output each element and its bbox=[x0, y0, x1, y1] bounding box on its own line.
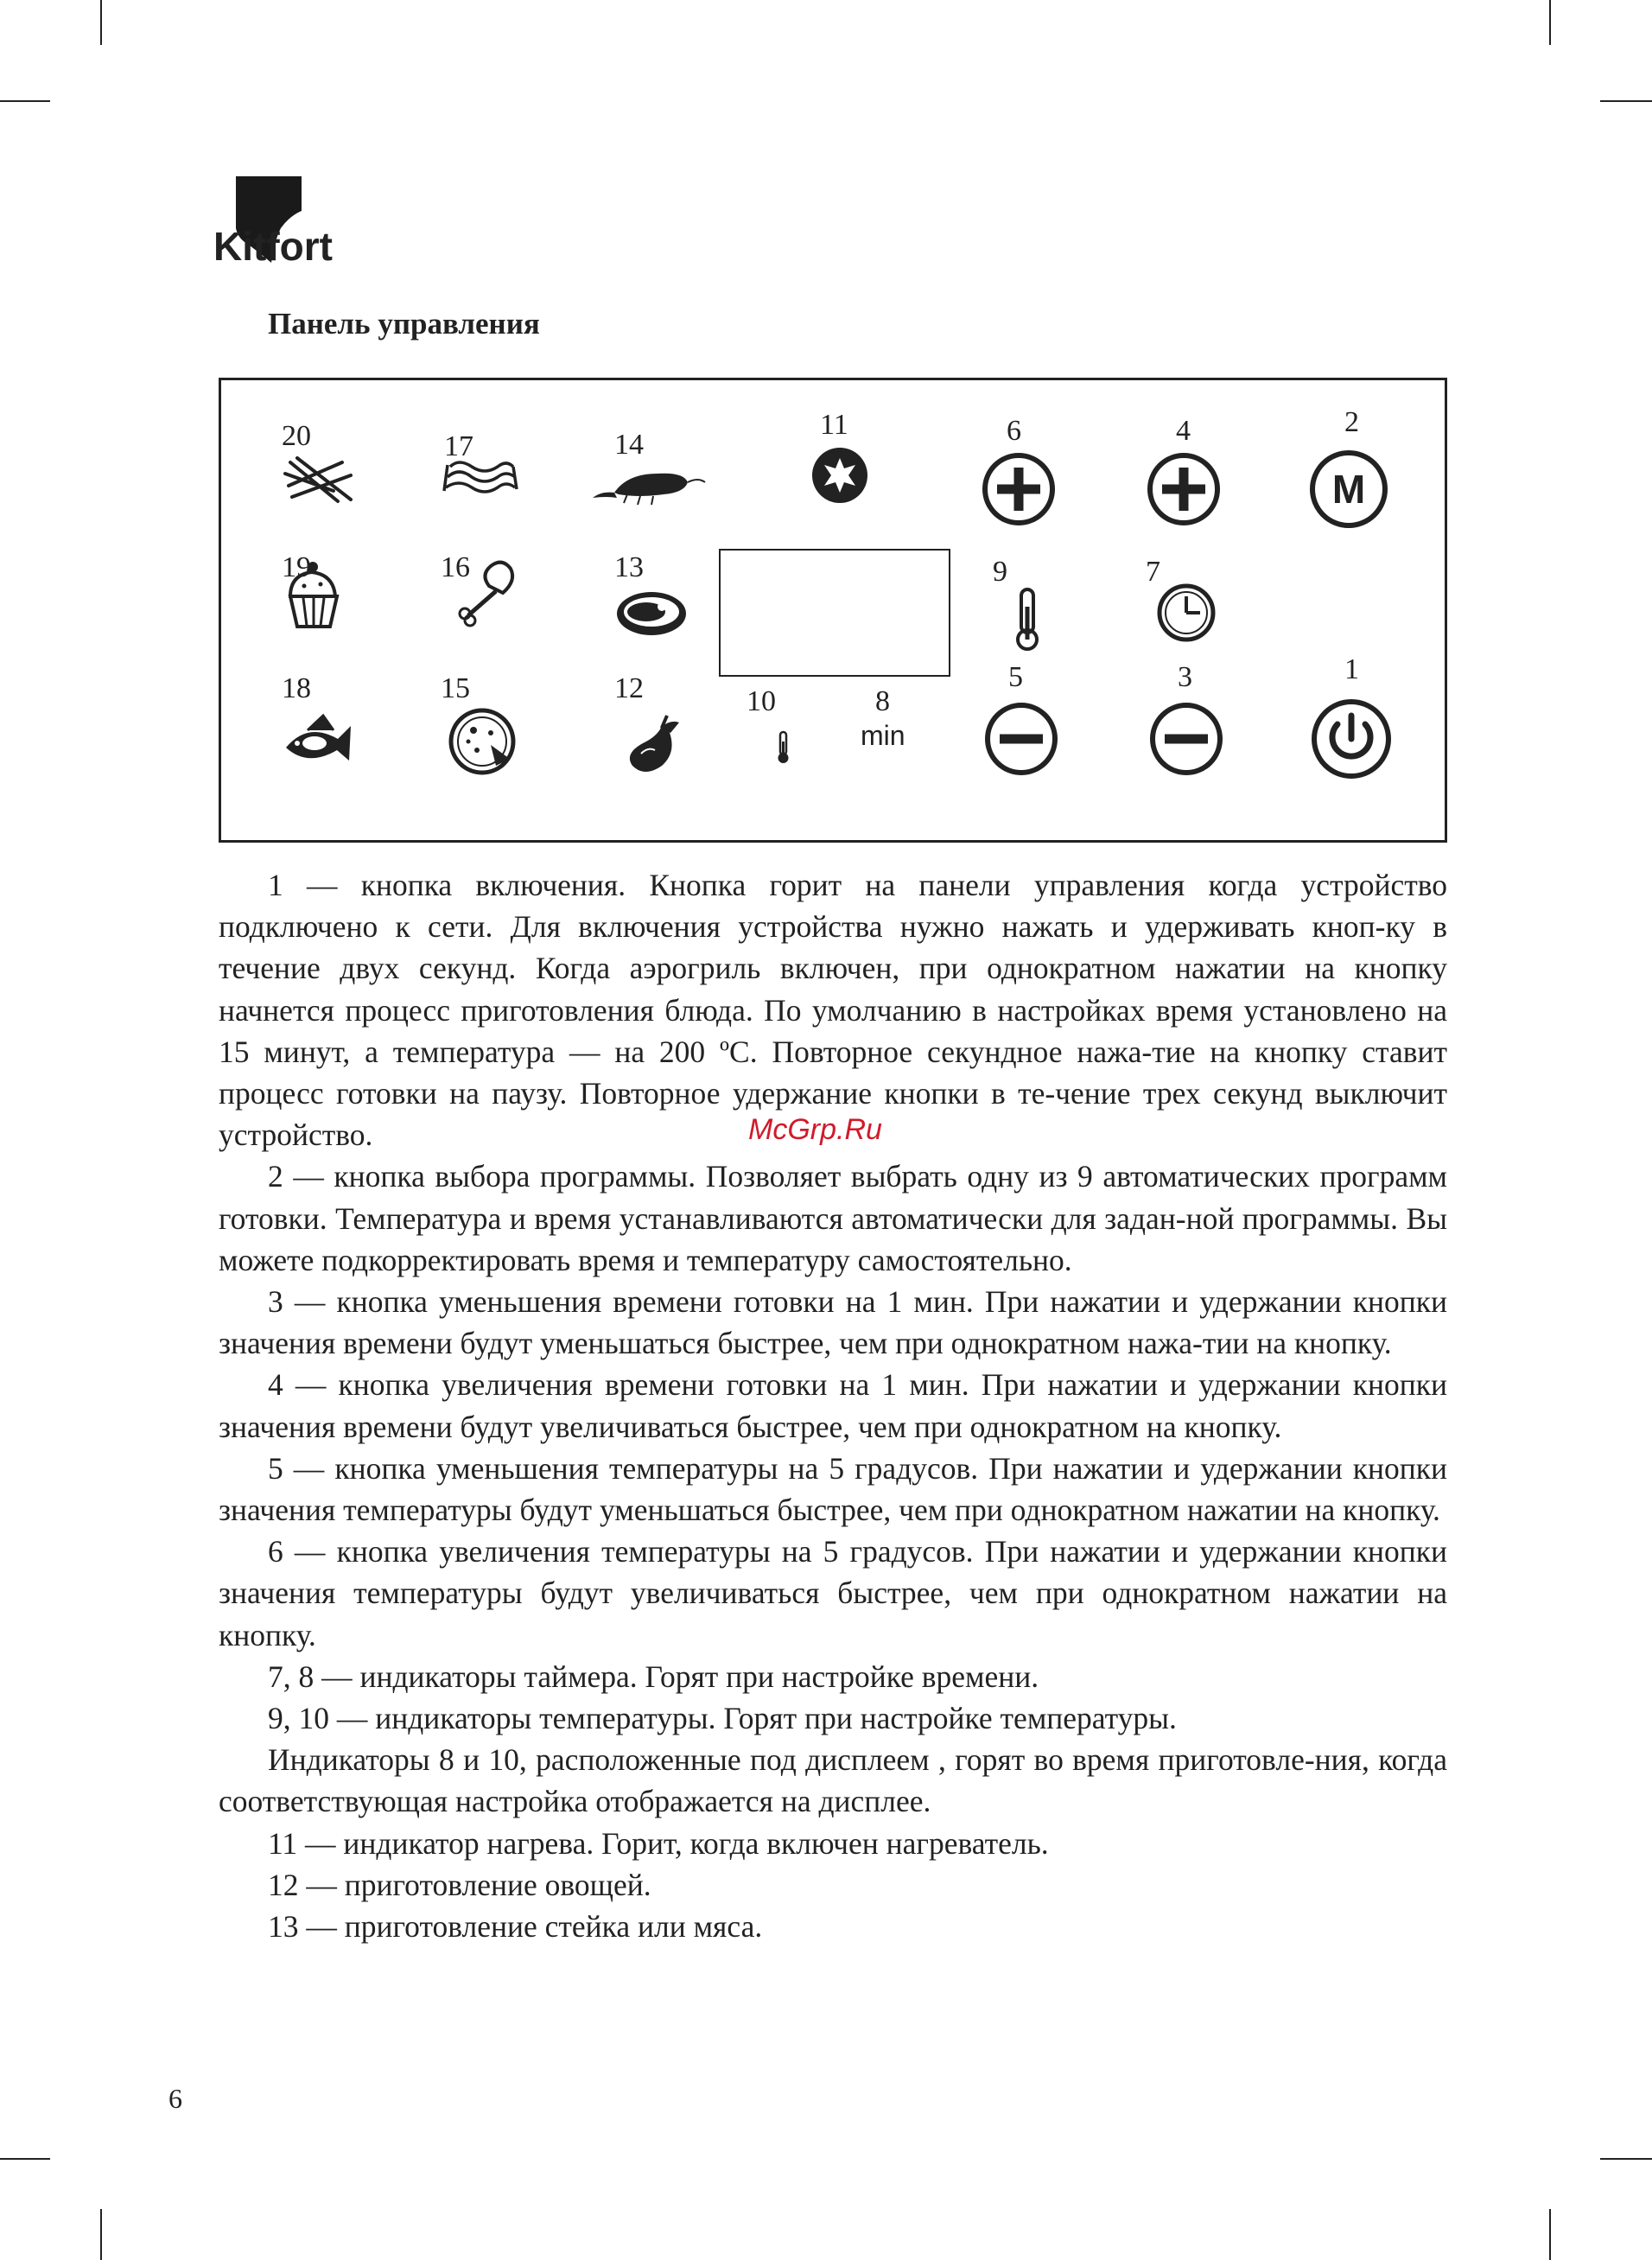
label-1: 1 bbox=[1344, 653, 1359, 685]
paragraph: 2 — кнопка выбора программы. Позволяет выбрать одну из 9 автоматических программ готовки. Температура и время устанавливаются автоматически для задан-ной программы. Вы можете подкорректировать время и температуру самостоятельно. bbox=[219, 1159, 1447, 1277]
crop-mark bbox=[0, 2158, 50, 2160]
paragraph: 13 — приготовление стейка или мяса. bbox=[268, 1909, 763, 1945]
watermark: McGrp.Ru bbox=[748, 1113, 882, 1146]
display-screen bbox=[719, 549, 950, 677]
pizza-icon bbox=[451, 710, 513, 773]
label-10: 10 bbox=[747, 685, 776, 717]
paragraph: 12 — приготовление овощей. bbox=[268, 1867, 651, 1902]
page-number: 6 bbox=[168, 2083, 182, 2114]
label-2: 2 bbox=[1344, 406, 1359, 438]
label-13: 13 bbox=[614, 551, 644, 583]
heater-indicator-icon bbox=[812, 448, 867, 503]
label-16: 16 bbox=[441, 551, 470, 583]
label-11: 11 bbox=[820, 409, 848, 441]
clock-icon bbox=[1160, 586, 1213, 640]
fish-icon bbox=[286, 716, 351, 761]
paragraph: 1 — кнопка включения. Кнопка горит на панели управления когда устройство подключено к сети. Для включения устройства нужно нажать и удерживать кноп-ку в течение двух секунд. Когда аэрогриль включен, при однократном нажатии на кнопку начнется процесс приготовления блюда. По умолчанию в настройках время установлено на 15 минут, а температура — на 200 ºC. Повторное секундное нажа-тие на кнопку ставит процесс готовки на паузу. Повторное удержание кнопки в те-чение трех секунд выключит устройство. bbox=[219, 868, 1447, 1153]
label-19: 19 bbox=[282, 551, 311, 583]
crop-mark bbox=[1600, 2158, 1652, 2160]
crop-mark bbox=[1549, 2209, 1551, 2260]
bacon-icon bbox=[444, 462, 517, 492]
label-14: 14 bbox=[614, 429, 644, 461]
crop-mark bbox=[0, 100, 50, 102]
label-8: 8 bbox=[875, 685, 890, 717]
small-thermometer-icon bbox=[778, 732, 789, 763]
label-5: 5 bbox=[1008, 661, 1023, 693]
section-title: Панель управления bbox=[268, 307, 540, 341]
time-plus-button[interactable] bbox=[1150, 455, 1217, 523]
m-button-letter: M bbox=[1331, 467, 1366, 512]
thermometer-icon bbox=[1018, 589, 1037, 649]
crop-mark bbox=[1600, 100, 1652, 102]
temperature-plus-button[interactable] bbox=[985, 455, 1052, 523]
paragraph: 4 — кнопка увеличения времени готовки на 1 мин. При нажатии и удержании кнопки значения времени будут увеличиваться быстрее, чем при однократном на кнопку. bbox=[219, 1367, 1447, 1444]
power-button[interactable] bbox=[1314, 702, 1388, 776]
steak-icon bbox=[617, 592, 686, 635]
label-15: 15 bbox=[441, 672, 470, 704]
paragraph: 11 — индикатор нагрева. Горит, когда включен нагреватель. bbox=[268, 1825, 1049, 1861]
label-20: 20 bbox=[282, 420, 311, 452]
fries-icon bbox=[285, 458, 351, 501]
paragraph: Индикаторы 8 и 10, расположенные под дисплеем , горят во время приготовле-ния, когда соответствующая настройка отображается на дисплее. bbox=[219, 1742, 1447, 1819]
label-7: 7 bbox=[1146, 556, 1160, 588]
label-3: 3 bbox=[1178, 661, 1192, 693]
crop-mark bbox=[1549, 0, 1551, 45]
paragraph: 7, 8 — индикаторы таймера. Горят при настройке времени. bbox=[268, 1658, 1039, 1694]
time-minus-button[interactable] bbox=[1153, 705, 1220, 773]
label-17: 17 bbox=[444, 430, 473, 462]
eggplant-icon bbox=[630, 716, 679, 772]
min-label: min bbox=[861, 720, 905, 751]
crop-mark bbox=[100, 2209, 102, 2260]
body-text bbox=[219, 864, 1447, 1947]
crop-mark bbox=[100, 0, 102, 45]
label-4: 4 bbox=[1176, 415, 1191, 447]
temperature-minus-button[interactable] bbox=[988, 705, 1055, 773]
paragraph: 6 — кнопка увеличения температуры на 5 градусов. При нажатии и удержании кнопки значения температуры будут увеличиваться быстрее, чем при однократном нажатии на кнопку. bbox=[219, 1534, 1447, 1652]
label-9: 9 bbox=[993, 556, 1007, 588]
shrimp-icon bbox=[593, 474, 705, 505]
paragraph: 9, 10 — индикаторы температуры. Горят при настройке температуры. bbox=[268, 1701, 1177, 1736]
control-panel-diagram bbox=[219, 378, 1447, 843]
brand-name: Kitfort bbox=[213, 224, 333, 269]
label-12: 12 bbox=[614, 672, 644, 704]
label-18: 18 bbox=[282, 672, 311, 704]
paragraph: 3 — кнопка уменьшения времени готовки на 1 мин. При нажатии и удержании кнопки значения времени будут уменьшаться быстрее, чем при однократном нажа-тии на кнопку. bbox=[219, 1284, 1447, 1361]
label-6: 6 bbox=[1007, 415, 1021, 447]
paragraph: 5 — кнопка уменьшения температуры на 5 градусов. При нажатии и удержании кнопки значения температуры будут уменьшаться быстрее, чем при однократном нажатии на кнопку. bbox=[219, 1450, 1447, 1528]
program-menu-button[interactable] bbox=[1312, 453, 1385, 525]
